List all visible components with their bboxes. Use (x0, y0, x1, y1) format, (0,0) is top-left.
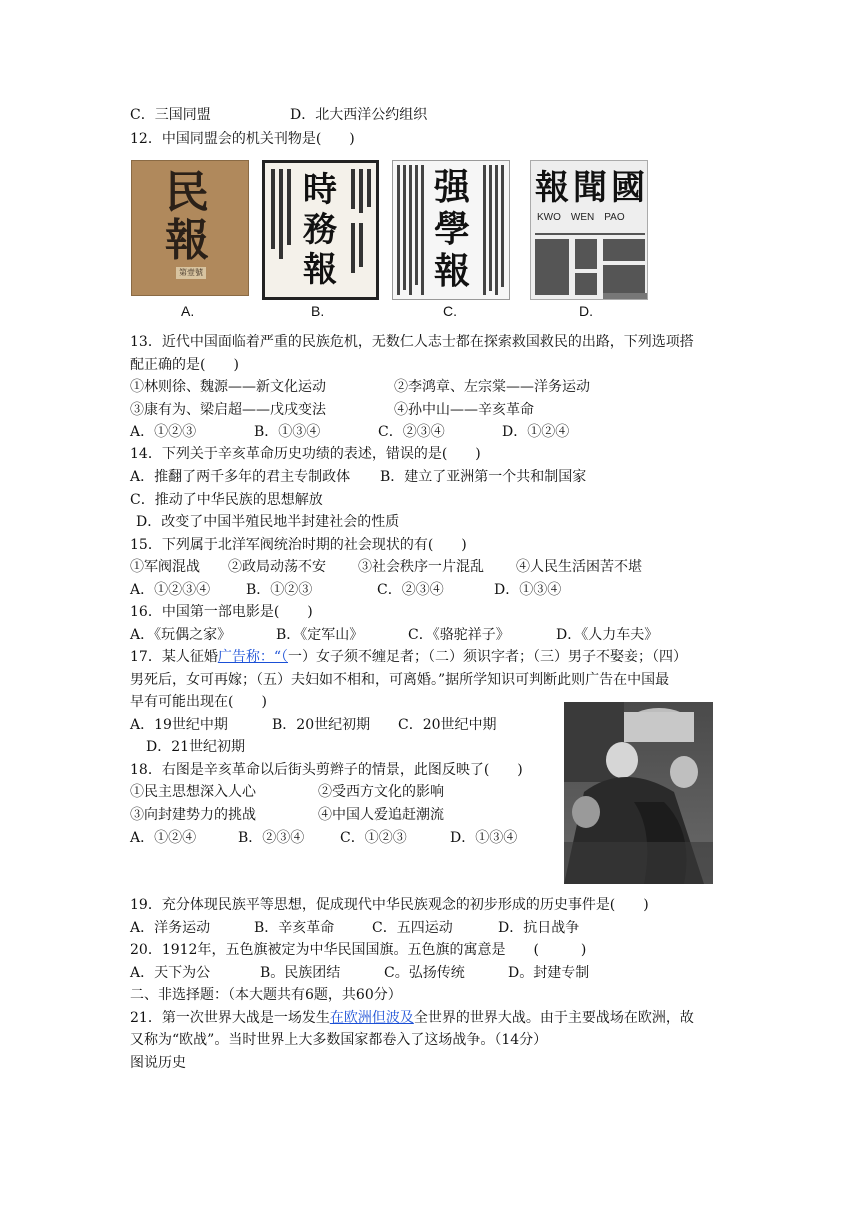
q12-label-b: B. (311, 303, 325, 319)
q13-stem-line1: 13．近代中国面临着严重的民族危机，无数仁人志士都在探索救国救民的出路，下列选项搭 (130, 334, 694, 350)
q19-option-a: A．洋务运动 (130, 920, 211, 936)
picture-history-heading: 图说历史 (130, 1055, 186, 1071)
q19-stem: 19．充分体现民族平等思想，促成现代中华民族观念的初步形成的历史事件是( ) (130, 897, 649, 913)
q11-options (130, 104, 427, 126)
qiangxuebao-char-2: 學 (434, 208, 471, 250)
guowenbao-char-3: 報 (535, 168, 569, 208)
q13-item-2: ②李鸿章、左宗棠——洋务运动 (394, 379, 590, 395)
q13-option-a: A．①②③ (130, 424, 197, 440)
q13-item-3: ③康有为、梁启超——戊戌变法 (130, 402, 326, 418)
q13-option-b: B．①③④ (254, 424, 321, 440)
q13-option-d: D．①②④ (502, 424, 570, 440)
q17-line1-end: 一）女子须不缠足者；（二）须识字者；（三）男子不娶妾；（四） (288, 649, 687, 665)
q12-image-c (392, 160, 510, 300)
q17-line3: 早有可能出现在( ) (130, 694, 267, 710)
q20-option-c: C。弘扬传统 (384, 965, 465, 981)
q15-item-4: ④人民生活困苦不堪 (516, 559, 642, 575)
minbao-char-2: 報 (165, 215, 209, 266)
q18-options (130, 827, 517, 849)
q18-item-4: ④中国人爱追赶潮流 (318, 807, 444, 823)
q13-item-4: ④孙中山——辛亥革命 (394, 402, 534, 418)
minbao-subtitle: 第壹號 (176, 267, 206, 279)
q14-option-d: D．改变了中国半殖民地半封建社会的性质 (136, 514, 400, 530)
q12-label-a: A. (181, 303, 195, 319)
q20-stem: 20．1912年，五色旗被定为中华民国国旗。五色旗的寓意是 ( ) (130, 942, 587, 958)
q12-image-b (262, 160, 379, 300)
guowenbao-romanization: KWO WEN PAO (537, 212, 625, 223)
shiwubao-char-2: 務 (303, 210, 337, 250)
q13-items-row1 (130, 376, 590, 398)
qiangxuebao-char-1: 强 (434, 166, 471, 208)
q18-items-row1 (130, 781, 444, 803)
queue-cutting-photo (564, 702, 713, 884)
q15-option-a: A．①②③④ (130, 582, 211, 598)
q17-ad-link[interactable]: 广告称：“（ (217, 649, 288, 665)
q17-line1 (130, 646, 687, 668)
q21-europe-link[interactable]: 在欧洲但波及 (329, 1010, 414, 1026)
q11-option-d: D．北大西洋公约组织 (290, 107, 428, 123)
q14-options-ab (130, 466, 586, 488)
q12-image-d (530, 160, 648, 300)
q15-option-c: C．②③④ (377, 582, 444, 598)
q17-line1-start: 17．某人征婚 (130, 649, 218, 665)
q12-stem: 12．中国同盟会的机关刊物是( ) (130, 131, 355, 147)
q12-label-c: C. (443, 303, 457, 319)
qiangxuebao-char-3: 報 (434, 250, 471, 292)
q19-option-b: B．辛亥革命 (254, 920, 335, 936)
q16-options (130, 624, 658, 646)
shiwubao-char-3: 報 (303, 250, 337, 290)
photo-figures (564, 702, 713, 884)
q14-option-a: A．推翻了两千多年的君主专制政体 (130, 469, 351, 485)
q21-line2: 又称为“欧战”。当时世界上大多数国家都卷入了这场战争。（14分） (130, 1032, 548, 1048)
q18-item-3: ③向封建势力的挑战 (130, 807, 256, 823)
q13-item-1: ①林则徐、魏源——新文化运动 (130, 379, 326, 395)
q17-option-a: A．19世纪中期 (130, 717, 228, 733)
q17-option-c: C．20世纪中期 (398, 717, 497, 733)
q12-image-a (131, 160, 249, 296)
q15-stem: 15．下列属于北洋军阀统治时期的社会现状的有( ) (130, 537, 467, 553)
q21-line1-end: 全世界的世界大战。由于主要战场在欧洲，故 (413, 1010, 694, 1026)
q20-options (130, 962, 589, 984)
q14-option-b: B．建立了亚洲第一个共和制国家 (380, 469, 587, 485)
q17-option-b: B．20世纪初期 (272, 717, 371, 733)
q14-stem: 14．下列关于辛亥革命历史功绩的表述，错误的是( ) (130, 446, 481, 462)
guowenbao-char-1: 國 (611, 168, 645, 208)
guowenbao-char-2: 聞 (573, 168, 607, 208)
q15-item-1: ①军阀混战 (130, 559, 200, 575)
q12-label-d: D. (579, 303, 593, 319)
q18-item-2: ②受西方文化的影响 (318, 784, 444, 800)
q14-option-c: C．推动了中华民族的思想解放 (130, 492, 323, 508)
q13-stem-line2: 配正确的是( ) (130, 357, 239, 373)
q18-option-d: D．①③④ (450, 830, 518, 846)
q20-option-a: A．天下为公 (130, 965, 211, 981)
q18-item-1: ①民主思想深入人心 (130, 784, 256, 800)
q13-items-row2 (130, 399, 534, 421)
q13-options (130, 421, 569, 443)
q20-option-d: D。封建专制 (508, 965, 590, 981)
q16-stem: 16．中国第一部电影是( ) (130, 604, 313, 620)
q19-option-c: C．五四运动 (372, 920, 453, 936)
q19-options (130, 917, 579, 939)
q20-option-b: B。民族团结 (260, 965, 341, 981)
q15-item-3: ③社会秩序一片混乱 (358, 559, 484, 575)
q15-option-d: D．①③④ (494, 582, 562, 598)
q16-option-c: C．《骆驼祥子》 (408, 627, 510, 643)
q17-option-d: D．21世纪初期 (146, 739, 246, 755)
q21-line1 (130, 1007, 694, 1029)
q15-item-2: ②政局动荡不安 (228, 559, 326, 575)
q16-option-d: D．《人力车夫》 (556, 627, 659, 643)
q18-items-row2 (130, 804, 444, 826)
q17-line2: 男死后，女可再嫁；（五）夫妇如不相和，可离婚。”据所学知识可判断此则广告在中国最 (130, 672, 670, 688)
q15-option-b: B．①②③ (246, 582, 313, 598)
minbao-char-1: 民 (165, 167, 209, 218)
q16-option-b: B．《定军山》 (276, 627, 364, 643)
q11-option-c: C．三国同盟 (130, 107, 211, 123)
q18-option-c: C．①②③ (340, 830, 407, 846)
q21-line1-start: 21．第一次世界大战是一场发生 (130, 1010, 330, 1026)
q18-stem: 18．右图是辛亥革命以后街头剪辫子的情景，此图反映了( ) (130, 762, 523, 778)
q13-option-c: C．②③④ (378, 424, 445, 440)
guowenbao-print-block (531, 227, 648, 300)
shiwubao-char-1: 時 (303, 170, 337, 210)
q16-option-a: A．《玩偶之家》 (130, 627, 232, 643)
q15-options (130, 579, 561, 601)
q15-items (130, 556, 642, 578)
q18-option-a: A．①②④ (130, 830, 197, 846)
q18-option-b: B．②③④ (238, 830, 305, 846)
q17-options-abc (130, 714, 497, 736)
section-heading: 二、非选择题：（本大题共有6题，共60分） (130, 987, 402, 1003)
q19-option-d: D．抗日战争 (498, 920, 580, 936)
